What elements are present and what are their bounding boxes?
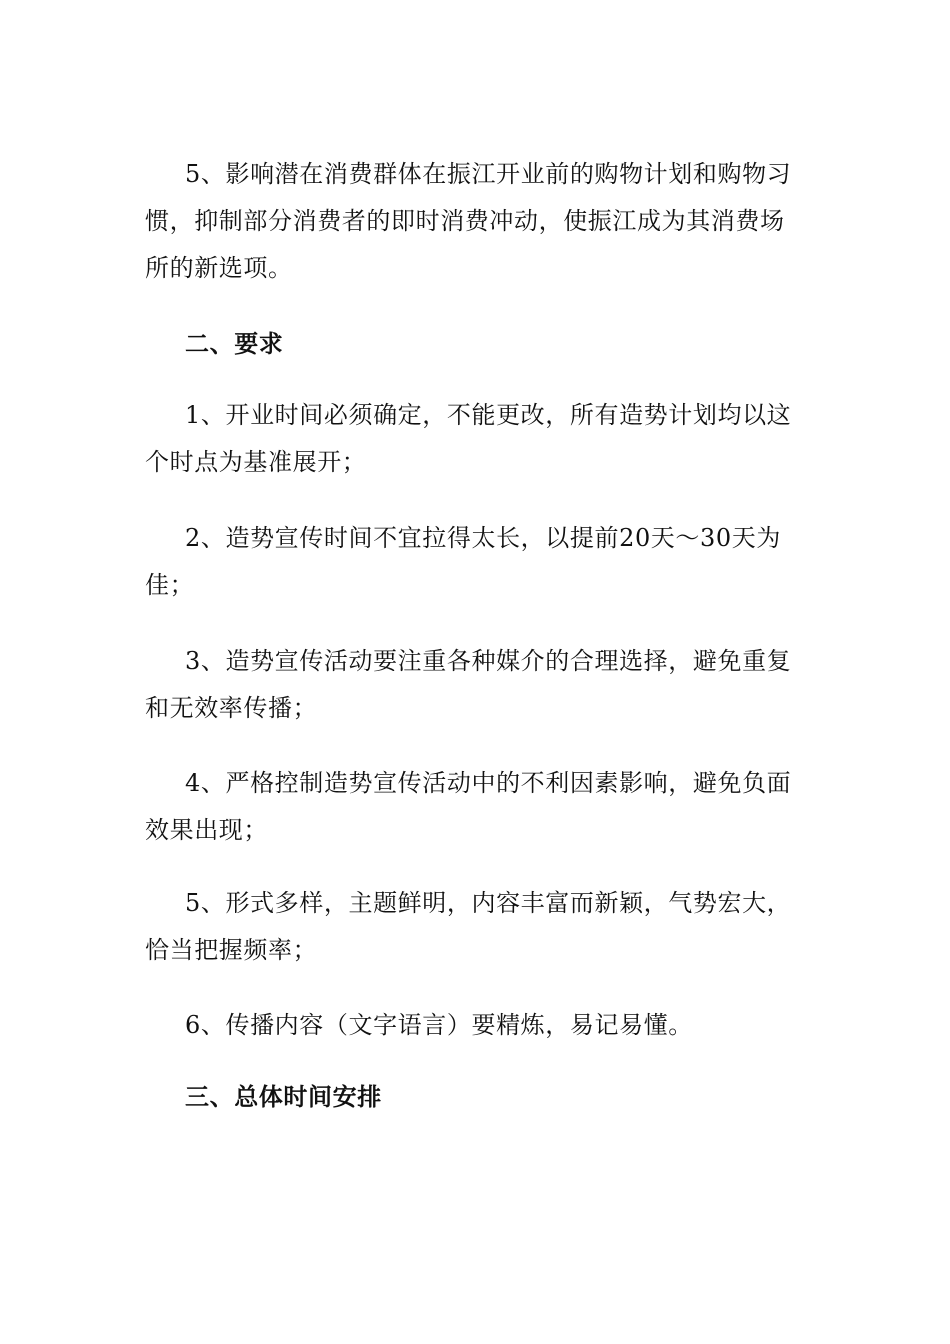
paragraph-requirement-6: 6、传播内容（文字语言）要精炼，易记易懂。 — [185, 1011, 693, 1039]
paragraph-requirement-1: 1、开业时间必须确定，不能更改，所有造势计划均以这个时点为基准展开； — [145, 401, 792, 476]
paragraph-requirement-4: 4、严格控制造势宣传活动中的不利因素影响，避免负面效果出现； — [145, 769, 792, 844]
heading-requirements: 二、要求 — [185, 329, 284, 358]
heading-schedule: 三、总体时间安排 — [185, 1082, 382, 1111]
paragraph-requirement-2: 2、造势宣传时间不宜拉得太长，以提前20天～30天为佳； — [145, 524, 781, 599]
paragraph-consumer-habits: 5、影响潜在消费群体在振江开业前的购物计划和购物习惯，抑制部分消费者的即时消费冲动，使振江成为其消费场所的新选项。 — [145, 160, 792, 282]
paragraph-requirement-3: 3、造势宣传活动要注重各种媒介的合理选择，避免重复和无效率传播； — [145, 647, 792, 722]
paragraph-requirement-5: 5、形式多样，主题鲜明，内容丰富而新颖，气势宏大，恰当把握频率； — [145, 889, 792, 964]
